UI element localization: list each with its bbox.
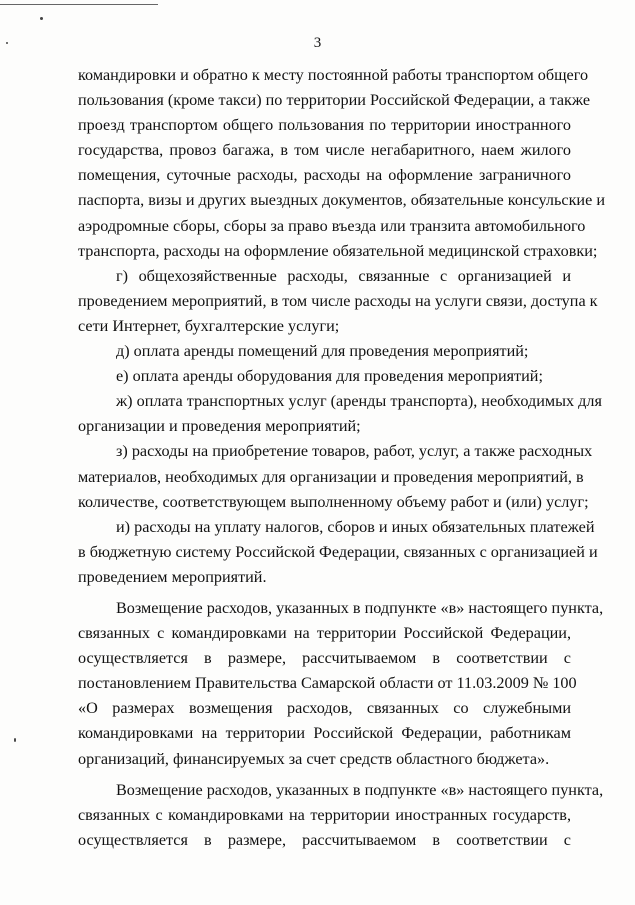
text-line: организации и проведения мероприятий;: [78, 417, 361, 436]
scan-speck: [14, 738, 16, 742]
text-line: проведением мероприятий.: [78, 567, 267, 586]
text-line: количестве, соответствующем выполненному объему работ и (или) услуг;: [78, 492, 589, 511]
text-line: командировками на территории Российской Федерации, работникам: [78, 724, 571, 743]
text-line: государства, провоз багажа, в том числе негабаритного, наем жилого: [78, 141, 571, 160]
text-line: осуществляется в размере, рассчитываемом в соответствии с: [78, 830, 571, 849]
text-line: Возмещение расходов, указанных в подпункте «в» настоящего пункта,: [116, 780, 604, 799]
document-body: [78, 63, 605, 853]
text-line: помещения, суточные расходы, расходы на оформление заграничного: [78, 166, 571, 185]
text-line: пользования (кроме такси) по территории Российской Федерации, а также: [78, 91, 591, 110]
text-line: «О размерах возмещения расходов, связанных со служебными: [78, 699, 571, 718]
text-line: связанных с командировками на территории иностранных государств,: [78, 805, 571, 824]
text-line: з) расходы на приобретение товаров, работ, услуг, а также расходных: [116, 442, 593, 461]
text-line: постановлением Правительства Самарской области от 11.03.2009 № 100: [78, 674, 577, 693]
top-edge-line: [0, 4, 158, 5]
text-line: д) оплата аренды помещений для проведения мероприятий;: [116, 342, 529, 361]
text-line: паспорта, визы и других выездных документов, обязательные консульские и: [78, 191, 605, 210]
text-line: ж) оплата транспортных услуг (аренды транспорта), необходимых для: [116, 392, 602, 411]
text-line: организаций, финансируемых за счет средств областного бюджета».: [78, 749, 550, 768]
text-line: проведением мероприятий, в том числе расходы на услуги связи, доступа к: [78, 291, 598, 310]
text-line: и) расходы на уплату налогов, сборов и иных обязательных платежей: [116, 517, 595, 536]
text-line: транспорта, расходы на оформление обязательной медицинской страховки;: [78, 241, 598, 260]
text-line: проезд транспортом общего пользования по территории иностранного: [78, 116, 571, 135]
text-line: г) общехозяйственные расходы, связанные с организацией и: [116, 266, 571, 285]
text-line: командировки и обратно к месту постоянной работы транспортом общего: [78, 66, 589, 84]
text-line: связанных с командировками на территории Российской Федерации,: [78, 624, 571, 643]
text-line: Возмещение расходов, указанных в подпункте «в» настоящего пункта,: [116, 598, 604, 617]
text-line: в бюджетную систему Российской Федерации, связанных с организацией и: [78, 542, 598, 561]
text-line: аэродромные сборы, сборы за право въезда или транзита автомобильного: [78, 216, 586, 235]
scan-speck: [40, 17, 43, 20]
page-number: 3: [313, 35, 322, 51]
text-line: сети Интернет, бухгалтерские услуги;: [78, 316, 340, 335]
text-line: материалов, необходимых для организации и проведения мероприятий, в: [78, 467, 584, 486]
text-line: е) оплата аренды оборудования для проведения мероприятий;: [116, 367, 543, 386]
text-line: осуществляется в размере, рассчитываемом в соответствии с: [78, 649, 571, 668]
